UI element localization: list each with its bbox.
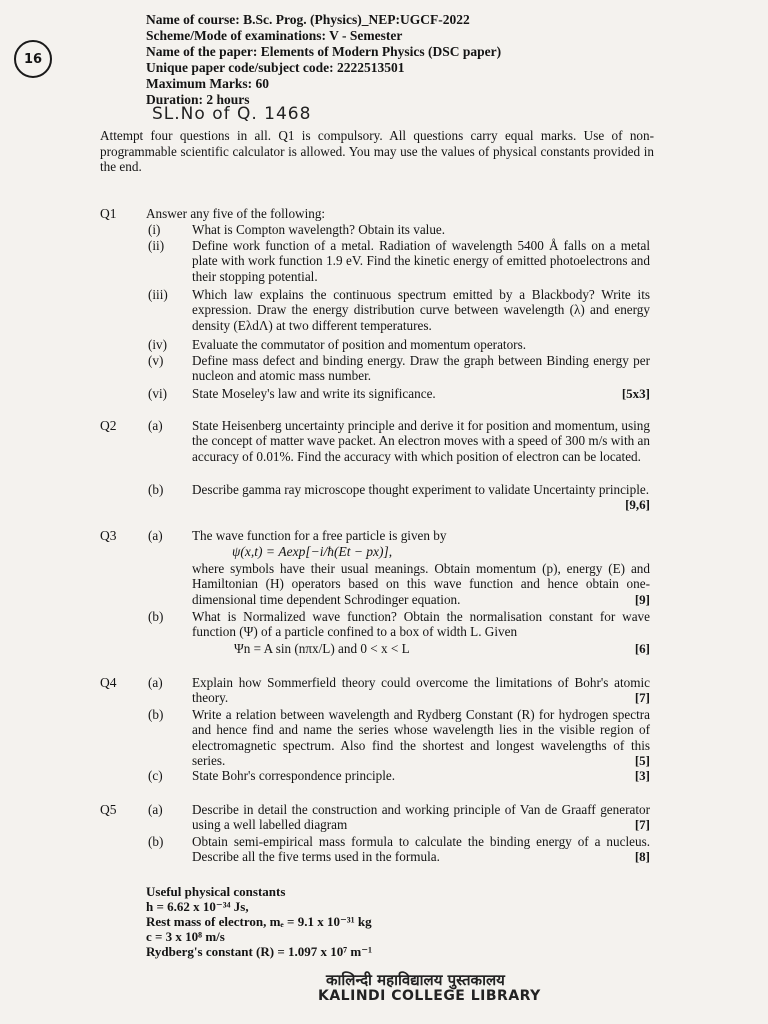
part-label: (b): [148, 609, 164, 624]
instructions: Attempt four questions in all. Q1 is compulsory. All questions carry equal marks. Use of non-programmable scientific calculator is allowed. You may use the values of physical constants provided in the end.: [100, 128, 654, 174]
sub-question-label: (iii): [148, 287, 168, 302]
part-text: [192, 707, 650, 769]
question-intro: Answer any five of the following:: [146, 206, 326, 221]
marks-allocation: [7]: [634, 690, 650, 706]
marks-allocation: [6]: [634, 641, 650, 656]
marks-allocation: [8]: [634, 849, 650, 865]
marks-allocation: [5]: [634, 753, 650, 769]
sub-question-label: (iv): [148, 337, 168, 352]
marks-allocation: [3]: [634, 768, 650, 783]
sub-question-text: [192, 386, 650, 401]
exam-header: [146, 12, 566, 108]
physical-constants: [146, 884, 566, 959]
max-marks: Maximum Marks: 60: [146, 76, 269, 91]
marks-allocation: [9]: [634, 591, 650, 607]
sub-question-text: Define mass defect and binding energy. Draw the graph between Binding energy per nucleon and atomic mass number.: [192, 353, 650, 384]
part-label: (a): [148, 802, 163, 817]
sub-question-label: (vi): [148, 386, 168, 401]
question-number: Q3: [100, 528, 117, 543]
sub-question-label: (ii): [148, 238, 165, 253]
planck-constant: h = 6.62 x 10⁻³⁴ Js,: [146, 899, 249, 914]
marks-allocation: [7]: [634, 817, 650, 833]
part-text-content: Explain how Sommerfield theory could overcome the limitations of Bohr's atomic theory.: [192, 675, 650, 706]
part-text: [192, 675, 650, 706]
question-number: Q5: [100, 802, 117, 817]
speed-of-light: c = 3 x 10⁸ m/s: [146, 929, 225, 944]
part-text-content: where symbols have their usual meanings. Obtain momentum (p), energy (E) and Hamiltonian (H) operators based on this wave function and hence obtain one- dimensional time dependent Schrodinger equation.: [192, 561, 650, 607]
library-stamp-hindi: कालिन्दी महाविद्यालय पुस्तकालय: [326, 971, 505, 989]
part-text-content: State Bohr's correspondence principle.: [192, 768, 396, 783]
sub-question-text-content: State Moseley's law and write its significance.: [192, 386, 436, 401]
part-text-content: Describe in detail the construction and working principle of Van de Graaff generator using a well labelled diagram: [192, 802, 650, 833]
sub-question-text: Evaluate the commutator of position and momentum operators.: [192, 337, 527, 352]
part-label: (c): [148, 768, 163, 783]
question-number: Q1: [100, 206, 117, 221]
electron-mass: Rest mass of electron, mₑ = 9.1 x 10⁻³¹ kg: [146, 914, 372, 929]
handwritten-serial-number: SL.No of Q. 1468: [152, 104, 312, 124]
part-label: (a): [148, 418, 163, 433]
part-text: [192, 768, 650, 783]
part-text: State Heisenberg uncertainty principle and derive it for position and momentum, using the concept of matter wave packet. An electron moves with a speed of 300 m/s with an accuracy of 0.01%. Find the accuracy with which position of electron can be located.: [192, 418, 650, 464]
sub-question-label: (i): [148, 222, 161, 237]
part-text: The wave function for a free particle is given by: [192, 528, 447, 543]
question-number: Q2: [100, 418, 117, 433]
normalisation-formula: Ψn = A sin (nπx/L) and 0 < x < L: [234, 641, 410, 656]
course-name: Name of course: B.Sc. Prog. (Physics)_NEP:UGCF-2022: [146, 12, 470, 27]
part-label: (a): [148, 528, 163, 543]
part-text-content: Obtain semi-empirical mass formula to calculate the binding energy of a nucleus. Describe all the five terms used in the formula.: [192, 834, 650, 865]
marks-allocation: [9,6]: [625, 497, 650, 513]
sub-question-label: (v): [148, 353, 164, 368]
question-number: Q4: [100, 675, 117, 690]
part-text-content: Write a relation between wavelength and Rydberg Constant (R) for hydrogen spectra and hence find and name the series whose wavelength lies in the visible region of electromagnetic spectrum. Also find the shortest and longest wavelengths of this series.: [192, 707, 650, 769]
sub-question-text: Which law explains the continuous spectrum emitted by a Blackbody? Write its expression. Draw the energy distribution curve between wavelength (λ) and energy density (EλdΛ) at two different temperatures.: [192, 287, 650, 333]
part-text-content: Describe gamma ray microscope thought experiment to validate Uncertainty principle.: [192, 482, 650, 497]
part-label: (b): [148, 834, 164, 849]
constants-title: Useful physical constants: [146, 884, 286, 899]
part-text: [192, 802, 650, 833]
part-text: [192, 834, 650, 865]
paper-name: Name of the paper: Elements of Modern Physics (DSC paper): [146, 44, 502, 59]
rydberg-constant: Rydberg's constant (R) = 1.097 x 10⁷ m⁻¹: [146, 944, 372, 959]
part-label: (a): [148, 675, 163, 690]
page-number-circle: 16: [14, 40, 52, 78]
exam-scheme: Scheme/Mode of examinations: V - Semester: [146, 28, 403, 43]
part-label: (b): [148, 707, 164, 722]
marks-allocation: [5x3]: [621, 386, 650, 401]
part-label: (b): [148, 482, 164, 497]
wave-function-formula: ψ(x,t) = Aexp[−i/ħ(Et − px)],: [232, 544, 393, 559]
marks-row: [192, 641, 650, 656]
part-text: What is Normalized wave function? Obtain the normalisation constant for wave function (Ψ) of a particle confined to a box of width L. Given: [192, 609, 650, 640]
part-text: [192, 482, 650, 513]
part-text-continued: [192, 561, 650, 607]
sub-question-text: Define work function of a metal. Radiation of wavelength 5400 Å falls on a metal plate with work function 1.9 eV. Find the kinetic energy of emitted photoelectrons and their stopping potential.: [192, 238, 650, 284]
paper-code: Unique paper code/subject code: 2222513501: [146, 60, 405, 75]
duration: Duration: 2 hours: [146, 92, 250, 107]
sub-question-text: What is Compton wavelength? Obtain its value.: [192, 222, 446, 237]
library-stamp-english: KALINDI COLLEGE LIBRARY: [318, 988, 541, 1004]
